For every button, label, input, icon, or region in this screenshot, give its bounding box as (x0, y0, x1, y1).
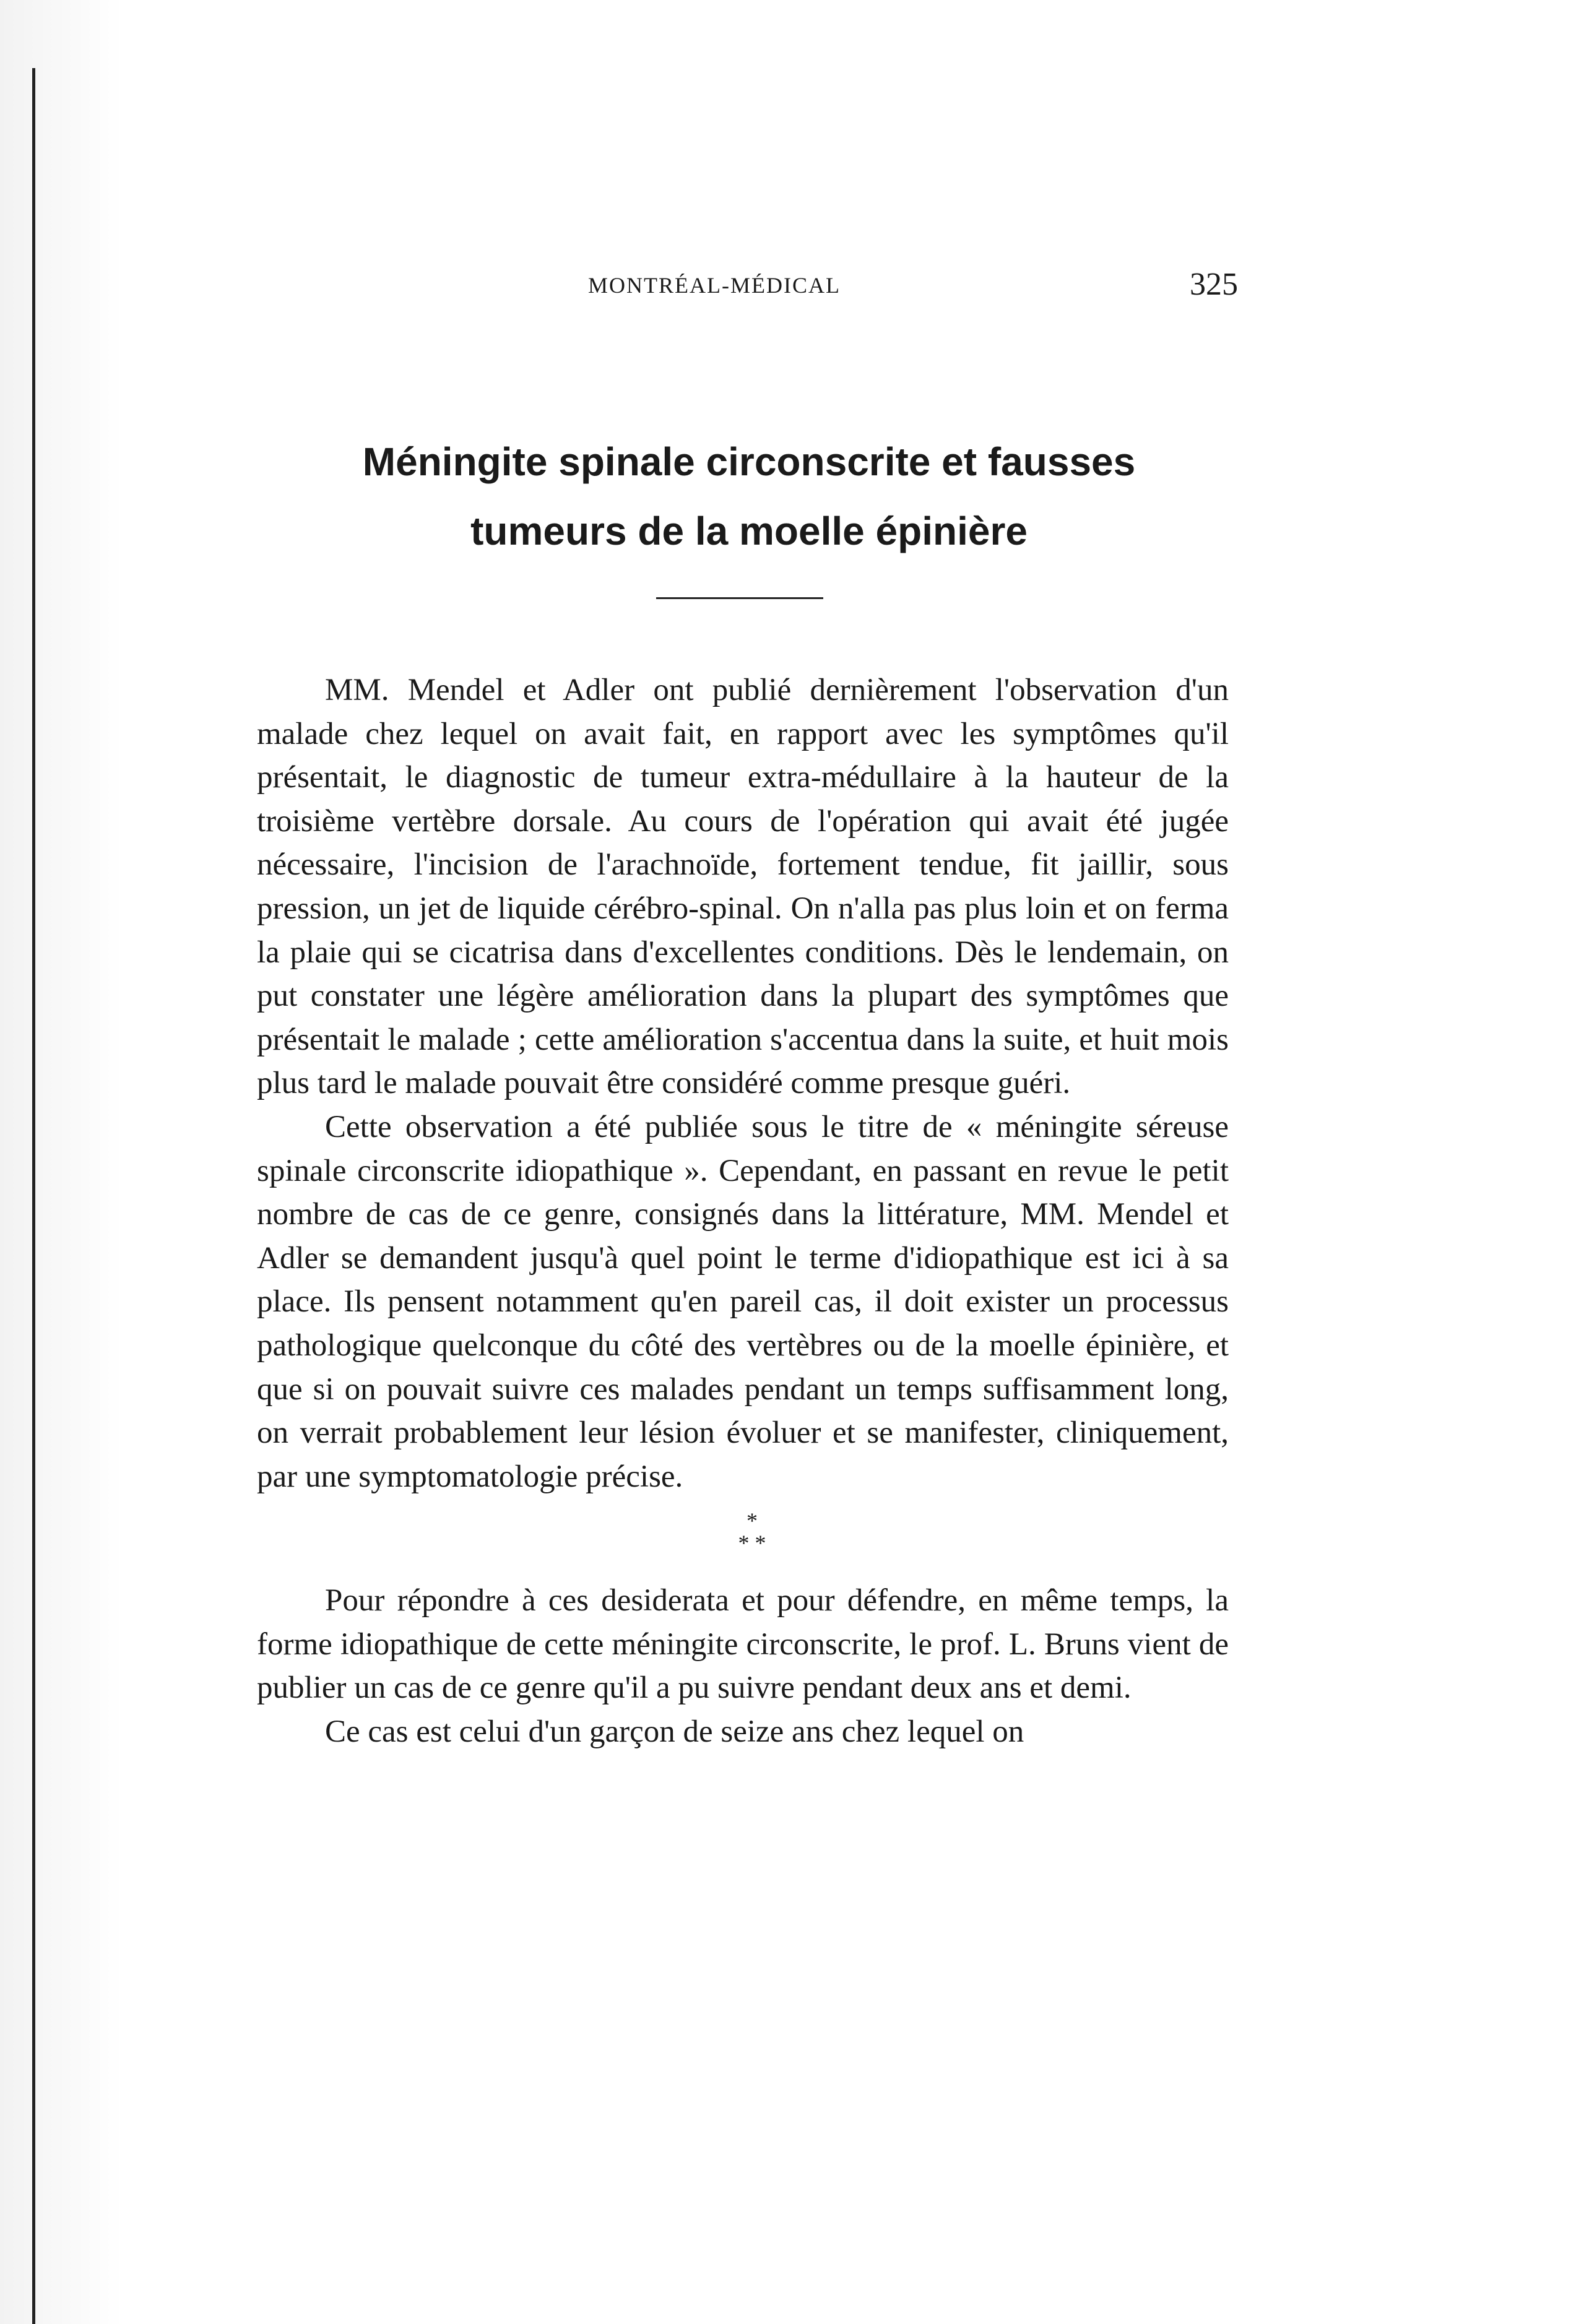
page-header (297, 267, 1238, 316)
page-binding-edge (32, 68, 35, 2324)
article-title-line-2: tumeurs de la moelle épinière (470, 509, 1028, 553)
page-binding-shadow (0, 0, 124, 2324)
running-head: MONTRÉAL-MÉDICAL (588, 273, 841, 298)
paragraph-4: Ce cas est celui d'un garçon de seize ans chez lequel on (325, 1714, 1024, 1750)
article-title (248, 427, 1250, 566)
separator-top-star: * (747, 1508, 758, 1534)
title-rule (656, 597, 823, 599)
article-title-line-1: Méningite spinale circonscrite et fausses (362, 439, 1136, 484)
section-separator (257, 1498, 1229, 1579)
article-body (257, 668, 1229, 1754)
separator-bottom-stars: * * (738, 1531, 766, 1556)
paragraph-2: Cette observation a été publiée sous le titre de « méningite séreuse spinale circonscrite idiopathique ». Cependant, en passant en revue le petit nombre de cas de ce genre, consignés dans la littérature, MM. Mendel et Adler se demandent jusqu'à quel point le terme d'idiopathique est ici à sa place. Ils pensent notamment qu'en pareil cas, il doit exister un processus pathologique quelconque du côté des vertèbres ou de la moelle épinière, et que si on pouvait suivre ces malades pendant un temps suffisamment long, on verrait probablement leur lésion évoluer et se manifester, cliniquement, par une symptomatologie précise. (257, 1109, 1229, 1494)
paragraph-3: Pour répondre à ces desiderata et pour défendre, en même temps, la forme idiopathique de cette méningite circonscrite, le prof. L. Bruns vient de publier un cas de ce genre qu'il a pu suivre pendant deux ans et demi. (257, 1583, 1229, 1706)
page-number: 325 (1190, 267, 1238, 302)
paragraph-1: MM. Mendel et Adler ont publié dernièrement l'observation d'un malade chez lequel on avait fait, en rapport avec les symptômes qu'il présentait, le diagnostic de tumeur extra-médullaire à la hauteur de la troisième vertèbre dorsale. Au cours de l'opération qui avait été jugée nécessaire, l'incision de l'arachnoïde, fortement tendue, fit jaillir, sous pression, un jet de liquide cérébro-spinal. On n'alla pas plus loin et on ferma la plaie qui se cicatrisa dans d'excellentes conditions. Dès le lendemain, on put constater une légère amélioration dans la plupart des symptômes que présentait le malade ; cette amélioration s'accentua dans la suite, et huit mois plus tard le malade pouvait être considéré comme presque guéri. (257, 673, 1229, 1101)
